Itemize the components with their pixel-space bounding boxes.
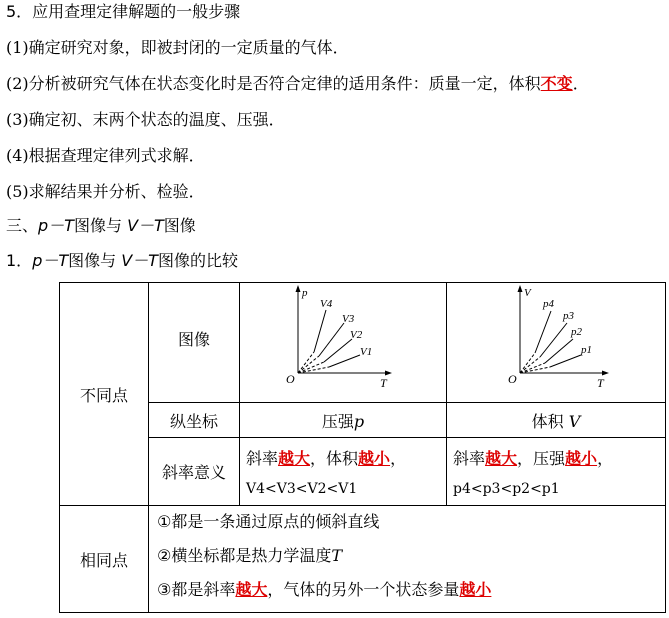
pT-slope-order: V4<V3<V2<V1 bbox=[246, 481, 358, 497]
same-item-3-b: ，气体的另外一个状态参量 bbox=[267, 580, 460, 599]
pT-slope-b: ，体积 bbox=[310, 449, 359, 468]
step-2 bbox=[6, 74, 589, 94]
step-3: (3)确定初、末两个状态的温度、压强． bbox=[6, 110, 285, 129]
sub1-end: 图像的比较 bbox=[157, 251, 238, 270]
pT-slope bbox=[240, 438, 447, 506]
VT-label-p1: p1 bbox=[581, 344, 592, 356]
section3-pT: p－T bbox=[38, 216, 74, 235]
VT-label-p3: p3 bbox=[563, 310, 574, 322]
pT-slope-c: ， bbox=[390, 449, 407, 468]
row-image-label: 图像 bbox=[149, 283, 240, 403]
pT-label-V2: V2 bbox=[350, 329, 363, 341]
step-1: (1)确定研究对象，即被封闭的一定质量的气体． bbox=[6, 38, 349, 57]
pT-origin: O bbox=[286, 372, 295, 386]
VT-line-p1 bbox=[550, 355, 581, 367]
section-heading-5: 5．应用查理定律解题的一般步骤 bbox=[6, 2, 241, 21]
same-item-1: ①都是一条通过原点的倾斜直线 bbox=[157, 512, 380, 531]
row-ordinate-label: 纵坐标 bbox=[149, 403, 240, 438]
same-item-3-red1: 越大 bbox=[235, 580, 268, 599]
pT-ordinate bbox=[240, 403, 447, 438]
pT-x-arrow bbox=[385, 371, 392, 376]
step-2-text: (2)分析被研究气体在状态变化时是否符合定律的适用条件：质量一定，体积 bbox=[6, 74, 541, 93]
pT-ordinate-var: p bbox=[353, 411, 365, 431]
VT-x-arrow bbox=[602, 371, 609, 376]
pT-line-V2 bbox=[324, 339, 352, 362]
sub1-VT: V－T bbox=[121, 251, 158, 270]
VT-slope bbox=[447, 438, 666, 506]
pT-slope-a: 斜率 bbox=[246, 449, 279, 468]
sub1-prefix: 1． bbox=[6, 251, 33, 270]
pT-label-V1: V1 bbox=[360, 346, 373, 358]
VT-graph-cell bbox=[447, 283, 666, 403]
pT-slope-line1 bbox=[246, 446, 440, 469]
section-heading-3 bbox=[6, 216, 196, 236]
pT-x-label: T bbox=[380, 376, 387, 390]
VT-ordinate-var: V bbox=[568, 411, 581, 431]
pT-line-V4 bbox=[314, 310, 326, 352]
VT-slope-red1: 越大 bbox=[485, 449, 518, 468]
pT-label-V3: V3 bbox=[342, 313, 355, 325]
VT-label-p4: p4 bbox=[543, 298, 554, 310]
same-item-2-var: T bbox=[331, 546, 343, 565]
sub-heading-1 bbox=[6, 251, 238, 271]
pT-graph bbox=[240, 283, 446, 398]
same-content bbox=[149, 506, 666, 613]
sub1-pT: p－T bbox=[32, 251, 69, 270]
pT-slope-red2: 越小 bbox=[358, 449, 391, 468]
VT-graph bbox=[447, 283, 665, 398]
VT-slope-order: p4<p3<p2<p1 bbox=[453, 481, 560, 497]
same-item-3 bbox=[157, 576, 657, 610]
VT-ordinate bbox=[447, 403, 666, 438]
pT-line-V3 bbox=[319, 323, 344, 356]
VT-label-p2: p2 bbox=[571, 326, 582, 338]
same-item-3-red2: 越小 bbox=[459, 580, 492, 599]
same-item-2 bbox=[157, 542, 657, 576]
pT-y-arrow bbox=[296, 285, 301, 292]
row-slope-label: 斜率意义 bbox=[149, 438, 240, 506]
pT-label-V4: V4 bbox=[320, 298, 333, 310]
section3-mid: 图像与 bbox=[73, 216, 122, 235]
VT-slope-b: ，压强 bbox=[517, 449, 566, 468]
section3-VT: V－T bbox=[127, 216, 164, 235]
step-4: (4)根据查理定律列式求解． bbox=[6, 146, 205, 165]
VT-y-arrow bbox=[518, 285, 523, 292]
VT-slope-line1 bbox=[453, 446, 659, 469]
VT-slope-a: 斜率 bbox=[453, 449, 486, 468]
comparison-table bbox=[59, 282, 666, 613]
diff-label: 不同点 bbox=[60, 283, 149, 506]
VT-y-label: V bbox=[524, 287, 531, 299]
VT-origin: O bbox=[508, 372, 517, 386]
VT-slope-red2: 越小 bbox=[565, 449, 598, 468]
pT-slope-red1: 越大 bbox=[278, 449, 311, 468]
sub1-mid: 图像与 bbox=[68, 251, 117, 270]
pT-ordinate-text: 压强 bbox=[321, 411, 354, 431]
pT-y-label: p bbox=[302, 287, 308, 299]
VT-x-label: T bbox=[597, 376, 604, 390]
VT-slope-c: ， bbox=[597, 449, 614, 468]
same-label: 相同点 bbox=[60, 506, 149, 613]
step-2-tail: ． bbox=[572, 74, 589, 93]
pT-line-V1 bbox=[329, 355, 360, 367]
step-5: (5)求解结果并分析、检验． bbox=[6, 182, 205, 201]
same-item-2-text: ②横坐标都是热力学温度 bbox=[157, 546, 332, 565]
section3-prefix: 三、 bbox=[6, 216, 39, 235]
step-2-highlight: 不变 bbox=[540, 74, 573, 93]
section3-end: 图像 bbox=[163, 216, 196, 235]
VT-ordinate-text: 体积 bbox=[531, 411, 564, 431]
pT-graph-cell bbox=[240, 283, 447, 403]
same-item-3-a: ③都是斜率 bbox=[157, 580, 236, 599]
